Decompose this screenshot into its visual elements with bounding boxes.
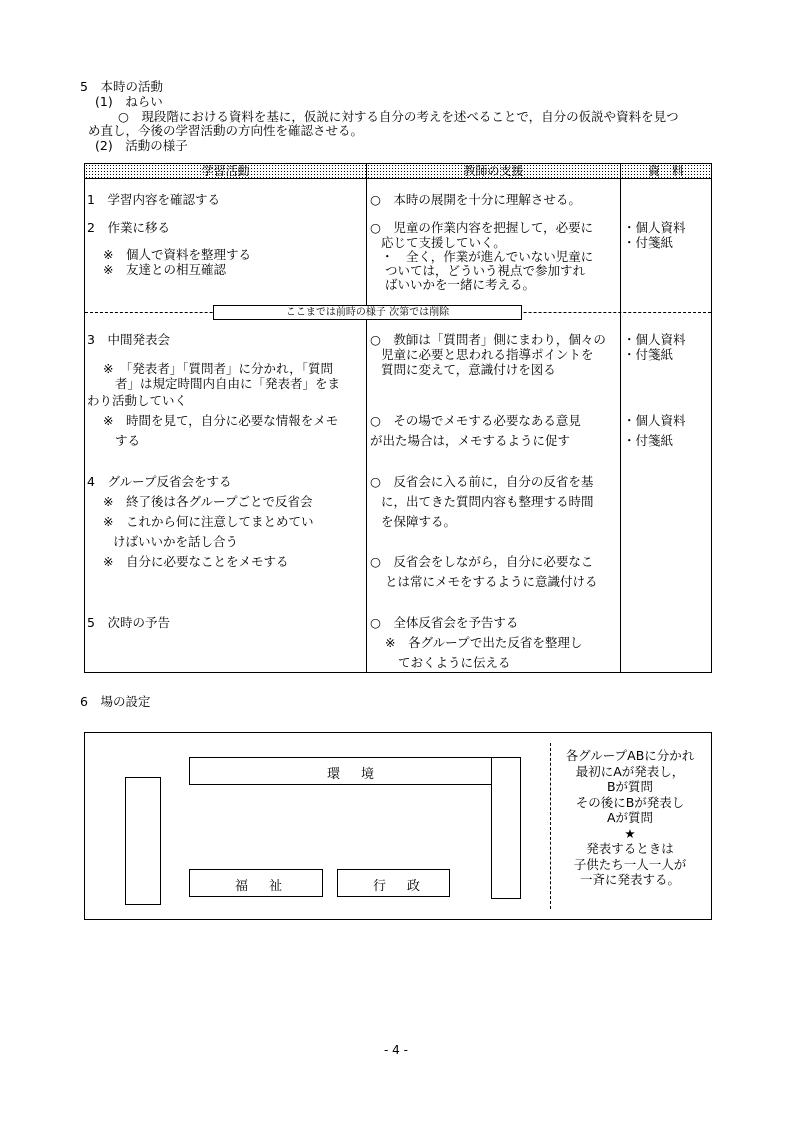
support-7-line3: ておくように伝える xyxy=(398,655,511,670)
material-3-line2: ・付箋紙 xyxy=(623,433,674,448)
support-1: ○ 本時の展開を十分に理解させる。 xyxy=(370,192,581,207)
activity-3-note-2-line2: する xyxy=(115,433,141,448)
activity-4-note-2-line2: けばいいかを話し合う xyxy=(113,534,239,549)
activity-1: 1 学習内容を確認する xyxy=(87,192,220,207)
header-material: 資 料 xyxy=(621,164,711,179)
support-7-line1: ○ 全体反省会を予告する xyxy=(370,615,519,630)
note-line: Aが質問 xyxy=(606,810,654,825)
welfare-label: 福 祉 xyxy=(235,879,287,894)
activity-3: 3 中間発表会 xyxy=(87,332,170,347)
administration-label: 行 政 xyxy=(373,879,425,894)
activity-3-note-1-line2: 者」は規定時間内自由に「発表者」をま xyxy=(115,376,341,391)
section-6-title: 6 場の設定 xyxy=(80,694,151,709)
support-4-line2: が出た場合は，メモするように促す xyxy=(370,433,571,448)
header-activity: 学習活動 xyxy=(85,164,366,179)
material-2-line2: ・付箋紙 xyxy=(623,347,674,362)
support-3-line1: ○ 教師は「質問者」側にまわり，個々の xyxy=(370,332,606,347)
activity-5: 5 次時の予告 xyxy=(87,615,170,630)
column-divider xyxy=(620,164,621,672)
activity-3-note-2-line1: ※ 時間を見て，自分に必要な情報をメモ xyxy=(103,413,339,428)
support-2-line1: ○ 児童の作業内容を把握して，必要に xyxy=(370,220,594,235)
support-6-line1: ○ 反省会をしながら，自分に必要なこ xyxy=(370,554,594,569)
activity-4: 4 グループ反省会をする xyxy=(87,474,232,489)
support-5-line1: ○ 反省会に入る前に，自分の反省を基 xyxy=(370,474,594,489)
activity-2-note-2: ※ 友達との相互確認 xyxy=(103,262,226,277)
note-line: 最初にAが発表し， xyxy=(575,763,685,779)
environment-label: 環 境 xyxy=(327,767,379,782)
aim-heading: (1) ねらい xyxy=(95,94,163,109)
activity-2: 2 作業に移る xyxy=(87,220,170,235)
support-6-line2: とは常にメモをするように意識付ける xyxy=(385,574,598,589)
support-3-line3: 質問に変えて，意識付けを図る xyxy=(381,362,556,377)
activity-4-note-3: ※ 自分に必要なことをメモする xyxy=(103,554,289,569)
support-3-line2: 児童に必要と思われる指導ポイントを xyxy=(381,347,594,362)
support-7-line2: ※ 各グループで出た反省を整理し xyxy=(385,635,583,650)
environment-group-join xyxy=(492,758,520,785)
material-3-line1: ・個人資料 xyxy=(623,413,686,428)
aim-text-line2: め直し，今後の学習活動の方向性を確認させる。 xyxy=(88,123,364,138)
page-number: - 4 - xyxy=(384,1043,408,1057)
note-line: 発表するときは xyxy=(586,841,674,856)
support-2-line3: ・ 全く，作業が進んでいない児童に xyxy=(381,249,594,264)
material-1-line1: ・個人資料 xyxy=(623,220,686,235)
note-line: その後にBが発表し xyxy=(575,794,685,810)
activity-table xyxy=(84,163,712,673)
header-support: 教師の支援 xyxy=(367,164,620,179)
support-2-line5: ばいいかを一緒に考える。 xyxy=(385,277,536,292)
activity-4-note-2-line1: ※ これから何に注意してまとめてい xyxy=(103,514,314,529)
left-desk-block xyxy=(125,777,161,905)
divider-note: ここまでは前時の様子 次第では削除 xyxy=(213,305,522,320)
support-2-line2: 応じて支援していく。 xyxy=(381,235,506,250)
activity-3-note-1-line1: ※ 「発表者」「質問者」に分かれ，「質問 xyxy=(103,361,333,376)
diagram-divider xyxy=(550,743,551,909)
note-line: 各グループABに分かれ xyxy=(565,748,695,763)
note-line: Bが質問 xyxy=(606,779,654,794)
note-line: 子供たち一人一人が xyxy=(573,856,687,872)
section-5-title: 5 本時の活動 xyxy=(80,79,163,94)
support-5-line3: を保障する。 xyxy=(381,514,457,529)
activity-heading: (2) 活動の様子 xyxy=(95,138,188,153)
material-2-line1: ・個人資料 xyxy=(623,332,686,347)
note-line: 一斉に発表する。 xyxy=(579,872,680,887)
column-divider xyxy=(366,164,367,672)
support-5-line2: に，出てきた質問内容も整理する時間 xyxy=(381,494,594,509)
activity-3-note-1-line3: わり活動していく xyxy=(87,393,188,408)
star-icon: ★ xyxy=(624,825,636,841)
aim-text-line1: ○ 現段階における資料を基に，仮説に対する自分の考えを述べることで，自分の仮説や資料を見つ xyxy=(118,109,679,124)
support-2-line4: ついては，どういう視点で参加すれ xyxy=(385,263,586,278)
material-1-line2: ・付箋紙 xyxy=(623,235,674,250)
activity-4-note-1: ※ 終了後は各グループごとで反省会 xyxy=(103,494,313,509)
presentation-note xyxy=(555,748,705,888)
support-4-line1: ○ その場でメモする必要なある意見 xyxy=(370,413,581,428)
activity-2-note-1: ※ 個人で資料を整理する xyxy=(103,247,251,262)
room-layout-diagram xyxy=(84,732,712,920)
